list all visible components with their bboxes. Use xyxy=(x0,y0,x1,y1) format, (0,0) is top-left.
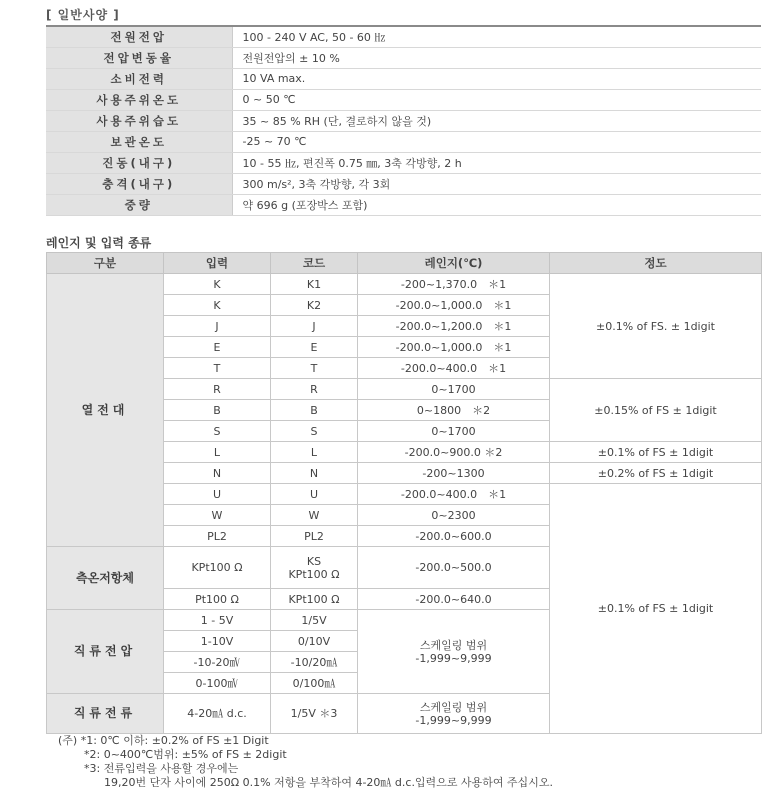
category-dc-current: 직류전류 xyxy=(47,694,164,734)
table-row xyxy=(46,173,761,194)
spec-value: 100 - 240 V AC, 50 - 60 ㎐ xyxy=(232,26,761,47)
input-cell: -10-20㎷ xyxy=(164,652,271,673)
input-cell: K xyxy=(164,274,271,295)
code-cell: W xyxy=(271,505,358,526)
table-row xyxy=(46,26,761,47)
footnotes xyxy=(58,734,553,790)
range-cell: -200.0~400.0 ＊1 xyxy=(358,358,550,379)
input-cell: PL2 xyxy=(164,526,271,547)
input-cell: S xyxy=(164,421,271,442)
code-cell: U xyxy=(271,484,358,505)
spec-label: 사용주위온도 xyxy=(46,89,232,110)
code-cell: 0/100㎃ xyxy=(271,673,358,694)
category-dc-voltage: 직류전압 xyxy=(47,610,164,694)
code-cell: E xyxy=(271,337,358,358)
range-cell: -200.0~1,000.0 ＊1 xyxy=(358,295,550,316)
precision-cell: ±0.15% of FS ± 1digit xyxy=(550,379,762,442)
input-cell: Pt100 Ω xyxy=(164,589,271,610)
header-category: 구분 xyxy=(47,253,164,274)
range-cell: -200.0~900.0 ＊2 xyxy=(358,442,550,463)
range-table-title: 레인지 및 입력 종류 xyxy=(46,236,152,250)
spec-label: 전원전압 xyxy=(46,26,232,47)
code-cell: N xyxy=(271,463,358,484)
code-line: KPt100 Ω xyxy=(288,567,340,581)
code-cell: T xyxy=(271,358,358,379)
input-cell: 4-20㎃ d.c. xyxy=(164,694,271,734)
range-cell: 0~2300 xyxy=(358,505,550,526)
header-precision: 정도 xyxy=(550,253,762,274)
header-code: 코드 xyxy=(271,253,358,274)
range-cell xyxy=(358,694,550,734)
scaling-label: 스케일링 범위 xyxy=(419,638,488,652)
range-cell: 0~1800 ＊2 xyxy=(358,400,550,421)
table-row xyxy=(46,89,761,110)
code-cell: L xyxy=(271,442,358,463)
table-row xyxy=(46,47,761,68)
code-cell xyxy=(271,547,358,589)
spec-label: 사용주위습도 xyxy=(46,110,232,131)
input-cell: KPt100 Ω xyxy=(164,547,271,589)
table-row xyxy=(46,131,761,152)
range-cell: -200~1,370.0 ＊1 xyxy=(358,274,550,295)
spec-label: 진동(내구) xyxy=(46,152,232,173)
category-thermocouple: 열전대 xyxy=(47,274,164,547)
input-cell: 0-100㎷ xyxy=(164,673,271,694)
code-cell: -10/20㎃ xyxy=(271,652,358,673)
code-cell: KPt100 Ω xyxy=(271,589,358,610)
range-cell: -200.0~600.0 xyxy=(358,526,550,547)
precision-cell: ±0.1% of FS ± 1digit xyxy=(550,442,762,463)
table-header-row xyxy=(47,253,762,274)
code-cell: R xyxy=(271,379,358,400)
precision-cell: ±0.2% of FS ± 1digit xyxy=(550,463,762,484)
spec-value: 전원전압의 ± 10 % xyxy=(232,47,761,68)
input-cell: J xyxy=(164,316,271,337)
scaling-range: -1,999~9,999 xyxy=(415,713,492,727)
input-cell: T xyxy=(164,358,271,379)
table-row xyxy=(46,152,761,173)
spec-label: 소비전력 xyxy=(46,68,232,89)
footnote-3: *3: 전류입력을 사용할 경우에는 xyxy=(84,762,239,775)
precision-cell: ±0.1% of FS. ± 1digit xyxy=(550,274,762,379)
header-input: 입력 xyxy=(164,253,271,274)
input-cell: 1-10V xyxy=(164,631,271,652)
spec-value: 약 696 g (포장박스 포함) xyxy=(232,194,761,215)
range-cell: 0~1700 xyxy=(358,379,550,400)
code-line: KS xyxy=(306,554,322,568)
scaling-label: 스케일링 범위 xyxy=(419,700,488,714)
code-cell: 1/5V xyxy=(271,610,358,631)
input-cell: B xyxy=(164,400,271,421)
input-cell: L xyxy=(164,442,271,463)
range-cell: -200.0~500.0 xyxy=(358,547,550,589)
header-range: 레인지(℃) xyxy=(358,253,550,274)
range-cell: 0~1700 xyxy=(358,421,550,442)
input-cell: N xyxy=(164,463,271,484)
category-rtd: 측온저항체 xyxy=(47,547,164,610)
general-spec-title: [ 일반사양 ] xyxy=(46,8,120,22)
input-cell: K xyxy=(164,295,271,316)
code-cell: J xyxy=(271,316,358,337)
code-cell: 1/5V ＊3 xyxy=(271,694,358,734)
footnote-2: *2: 0~400℃범위: ±5% of FS ± 2digit xyxy=(84,748,287,761)
table-row xyxy=(46,110,761,131)
table-row xyxy=(46,194,761,215)
spec-value: 10 VA max. xyxy=(232,68,761,89)
spec-label: 중량 xyxy=(46,194,232,215)
footnote-1: (주) *1: 0℃ 이하: ±0.2% of FS ±1 Digit xyxy=(58,734,269,747)
input-cell: E xyxy=(164,337,271,358)
spec-value: 300 m/s², 3축 각방향, 각 3회 xyxy=(232,173,761,194)
range-cell: -200.0~640.0 xyxy=(358,589,550,610)
code-cell: B xyxy=(271,400,358,421)
range-cell xyxy=(358,610,550,694)
precision-cell: ±0.1% of FS ± 1digit xyxy=(550,484,762,734)
input-cell: 1 - 5V xyxy=(164,610,271,631)
general-spec-table xyxy=(46,25,761,216)
range-input-table xyxy=(46,252,762,734)
range-cell: -200.0~1,000.0 ＊1 xyxy=(358,337,550,358)
code-cell: PL2 xyxy=(271,526,358,547)
input-cell: R xyxy=(164,379,271,400)
input-cell: W xyxy=(164,505,271,526)
code-cell: S xyxy=(271,421,358,442)
spec-value: 10 - 55 ㎐, 편진폭 0.75 ㎜, 3축 각방향, 2 h xyxy=(232,152,761,173)
range-cell: -200~1300 xyxy=(358,463,550,484)
range-cell: -200.0~1,200.0 ＊1 xyxy=(358,316,550,337)
range-cell: -200.0~400.0 ＊1 xyxy=(358,484,550,505)
spec-value: -25 ~ 70 ℃ xyxy=(232,131,761,152)
code-cell: 0/10V xyxy=(271,631,358,652)
scaling-range: -1,999~9,999 xyxy=(415,651,492,665)
input-cell: U xyxy=(164,484,271,505)
spec-label: 보관온도 xyxy=(46,131,232,152)
table-row xyxy=(47,274,762,295)
code-cell: K1 xyxy=(271,274,358,295)
spec-value: 0 ~ 50 ℃ xyxy=(232,89,761,110)
footnote-3-detail: 19,20번 단자 사이에 250Ω 0.1% 저항을 부착하여 4-20㎃ d.c.입력으로 사용하여 주십시오. xyxy=(104,776,553,789)
spec-label: 전압변동율 xyxy=(46,47,232,68)
spec-value: 35 ~ 85 % RH (단, 결로하지 않을 것) xyxy=(232,110,761,131)
table-row xyxy=(46,68,761,89)
code-cell: K2 xyxy=(271,295,358,316)
spec-label: 충격(내구) xyxy=(46,173,232,194)
